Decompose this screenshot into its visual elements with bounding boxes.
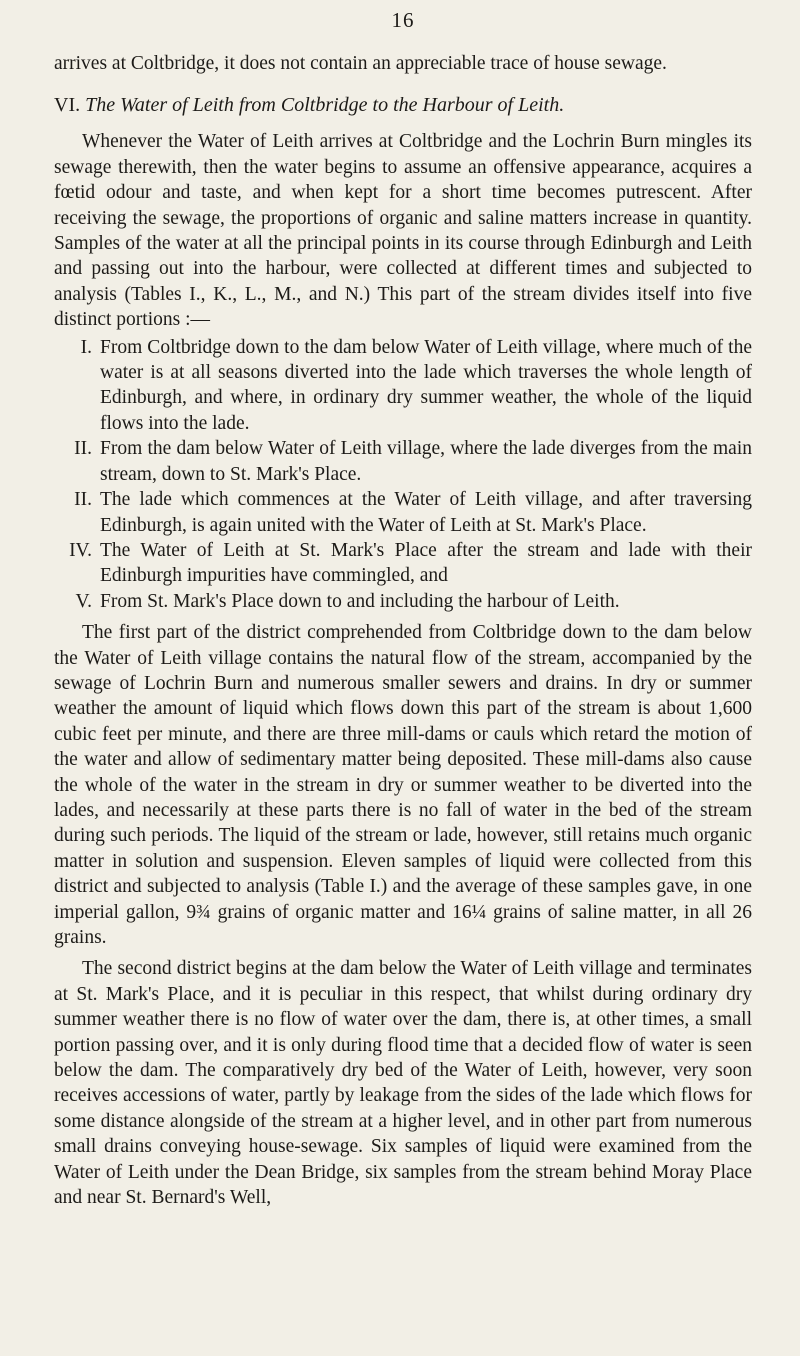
paragraph-2: The first part of the district comprehended from Coltbridge down to the dam below the Water of Leith village contains the natural flow of the stream, accompanied by the sewage of Lochrin Burn and numerous smaller sewers and drains. In dry or summer weather the amount of liquid which flows down this part of the stream is about 1,600 cubic feet per minute, and there are three mill-dams or cauls which retard the motion of the water and allow of sedimentary matter being deposited. These mill-dams also cause the whole of the water in the stream in dry or summer weather to be diverted into the lades, and necessarily at these parts there is no fall of water in the bed of the stream during such periods. The liquid of the stream or lade, however, still retains much organic matter in solution and suspension. Eleven samples of liquid were collected from this district and subjected to analysis (Table I.) and the average of these samples gave, in one imperial gallon, 9¾ grains of organic matter and 16¼ grains of saline matter, in all 26 grains.: [54, 622, 752, 948]
section-number: VI.: [54, 94, 81, 117]
section-heading: [54, 94, 752, 117]
portion-item-2: [54, 436, 752, 487]
section-title: The Water of Leith from Coltbridge to the Harbour of Leith.: [85, 94, 565, 117]
portion-numeral: IV.: [69, 539, 92, 561]
portion-numeral: I.: [80, 336, 92, 358]
portion-item-4: [54, 538, 752, 589]
portion-text: From Coltbridge down to the dam below Water of Leith village, where much of the water is at all seasons diverted into the lade which traverses the whole length of Edinburgh, and where, in ordinary dry summer weather, the whole of the liquid flows into the lade.: [100, 336, 752, 434]
portion-text: The lade which commences at the Water of Leith village, and after traversing Edinburgh, is again united with the Water of Leith at St. Mark's Place.: [100, 489, 752, 536]
portion-item-1: [54, 335, 752, 437]
portion-text: From St. Mark's Place down to and including the harbour of Leith.: [100, 590, 620, 612]
paragraph-1: Whenever the Water of Leith arrives at Coltbridge and the Lochrin Burn mingles its sewage therewith, then the water begins to assume an offensive appearance, acquires a fœtid odour and taste, and when kept for a short time becomes putrescent. After receiving the sewage, the proportions of organic and saline matters increase in quantity. Samples of the water at all the principal points in its course through Edinburgh and Leith and passing out into the harbour, were collected at different times and subjected to analysis (Tables I., K., L., M., and N.) This part of the stream divides itself into five distinct portions :—: [54, 131, 752, 331]
intro-paragraph: arrives at Coltbridge, it does not contain an appreciable trace of house sewage.: [54, 53, 667, 74]
portion-text: The Water of Leith at St. Mark's Place after the stream and lade with their Edinburgh impurities have commingled, and: [100, 539, 752, 587]
page-number: 16: [391, 8, 415, 32]
paragraph-3: The second district begins at the dam below the Water of Leith village and terminates at St. Mark's Place, and it is peculiar in this respect, that whilst during ordinary dry summer weather there is no flow of water over the dam, there is, at other times, a small portion passing over, and it is only during flood time that a decided flow of water is seen below the dam. The comparatively dry bed of the Water of Leith, however, very soon receives accessions of water, partly by leakage from the sides of the lade which flows for some distance alongside of the stream at a higher level, and in other part from numerous small drains conveying house-sewage. Six samples of liquid were examined from the Water of Leith under the Dean Bridge, six samples from the stream behind Moray Place and near St. Bernard's Well,: [54, 958, 752, 1209]
portion-numeral: II.: [74, 489, 92, 511]
portion-item-3: [54, 487, 752, 538]
portion-numeral: V.: [75, 590, 92, 612]
portion-numeral: II.: [74, 438, 92, 460]
portion-text: From the dam below Water of Leith village, where the lade diverges from the main stream, down to St. Mark's Place.: [100, 438, 752, 485]
portion-item-5: [54, 589, 752, 614]
portions-list: [54, 335, 752, 614]
